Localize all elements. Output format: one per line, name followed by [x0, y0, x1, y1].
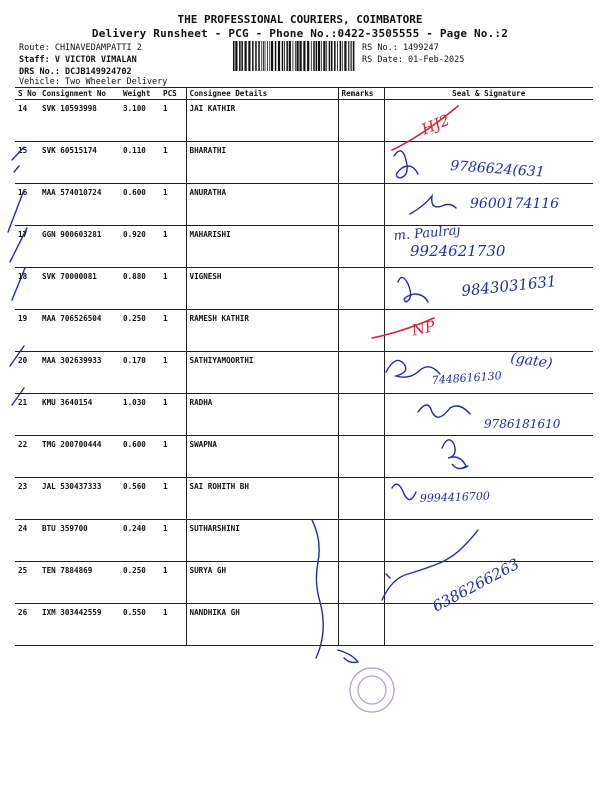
- pen-stroke: [386, 574, 390, 578]
- col-header-pcs: PCS: [160, 88, 186, 100]
- row-pcs: 1: [160, 352, 186, 394]
- signature-scribble: [394, 151, 418, 178]
- vehicle-label: Vehicle: Two Wheeler Delivery: [19, 77, 168, 87]
- row-pcs: 1: [160, 310, 186, 352]
- row-consignment-no: TMG 200700444: [39, 436, 120, 478]
- row-consignee: JAI KATHIR: [186, 100, 338, 142]
- red-note-row14: HJ2: [418, 110, 453, 139]
- note-row20: (gate): [509, 350, 554, 372]
- rs-number: RS No.: 1499247: [362, 43, 439, 53]
- row-consignee: SUTHARSHINI: [186, 520, 338, 562]
- row-weight: 0.600: [120, 436, 160, 478]
- phone-row18: 9843031631: [460, 272, 558, 300]
- row-weight: 0.550: [120, 604, 160, 646]
- row-pcs: 1: [160, 184, 186, 226]
- row-sno: 24: [15, 520, 39, 562]
- row-consignment-no: SVK 10593998: [39, 100, 120, 142]
- row-pcs: 1: [160, 394, 186, 436]
- row-consignee: RAMESH KATHIR: [186, 310, 338, 352]
- row-consignee: SATHIYAMOORTHI: [186, 352, 338, 394]
- row-weight: 0.110: [120, 142, 160, 184]
- row-sno: 21: [15, 394, 39, 436]
- row-consignment-no: KMU 3640154: [39, 394, 120, 436]
- row-weight: 0.240: [120, 520, 160, 562]
- row-pcs: 1: [160, 436, 186, 478]
- rs-date: RS Date: 01-Feb-2025: [362, 55, 465, 65]
- row-consignee: SWAPNA: [186, 436, 338, 478]
- row-weight: 0.600: [120, 184, 160, 226]
- tick-mark: [8, 190, 24, 232]
- row-consignment-no: GGN 900603281: [39, 226, 120, 268]
- company-name: THE PROFESSIONAL COURIERS, COIMBATORE: [177, 13, 423, 26]
- phone-row16: 9600174116: [470, 196, 560, 212]
- row-pcs: 1: [160, 520, 186, 562]
- signature-scribble: [418, 405, 470, 417]
- staff-label: Staff: V VICTOR VIMALAN: [19, 55, 137, 65]
- tick-mark: [12, 388, 24, 405]
- row-sno: 16: [15, 184, 39, 226]
- signature-scribble: [398, 277, 428, 302]
- row-consignee: RADHA: [186, 394, 338, 436]
- phone-row15: 9786624(631: [449, 158, 546, 181]
- row-consignee: SURYA GH: [186, 562, 338, 604]
- signature-scribble: [442, 440, 468, 469]
- row-consignment-no: MAA 574010724: [39, 184, 120, 226]
- tick-mark: [14, 166, 19, 172]
- row-weight: 0.250: [120, 562, 160, 604]
- name-row17: m. Paulraj: [393, 223, 462, 244]
- row-consignee: SAI ROHITH BH: [186, 478, 338, 520]
- phone-row23: 9994416700: [419, 489, 491, 505]
- row-pcs: 1: [160, 100, 186, 142]
- row-consignee: MAHARISHI: [186, 226, 338, 268]
- phone-row20: 7448616130: [431, 369, 503, 387]
- row-pcs: 1: [160, 478, 186, 520]
- row-pcs: 1: [160, 562, 186, 604]
- tick-mark: [12, 147, 24, 160]
- row-pcs: 1: [160, 268, 186, 310]
- row-sno: 18: [15, 268, 39, 310]
- row-consignee: NANDHIKA GH: [186, 604, 338, 646]
- phone-row25: 6386266263: [429, 554, 523, 616]
- row-consignment-no: TEN 7884869: [39, 562, 120, 604]
- row-sno: 14: [15, 100, 39, 142]
- pen-stroke: [338, 650, 358, 663]
- signature-scribble: [410, 196, 456, 214]
- tick-mark: [12, 268, 25, 300]
- row-pcs: 1: [160, 604, 186, 646]
- row-sno: 20: [15, 352, 39, 394]
- signature-scribble: [392, 484, 416, 499]
- row-consignment-no: BTU 359700: [39, 520, 120, 562]
- col-header-remarks: Remarks: [338, 88, 384, 100]
- stamp-mark: [358, 676, 386, 704]
- row-pcs: 1: [160, 226, 186, 268]
- row-consignee: BHARATHI: [186, 142, 338, 184]
- row-consignee: ANURATHA: [186, 184, 338, 226]
- col-header-seal: Seal & Signature: [384, 88, 593, 100]
- red-note-row19: NP: [410, 317, 437, 340]
- row-sno: 23: [15, 478, 39, 520]
- row-consignment-no: JAL 530437333: [39, 478, 120, 520]
- runsheet-title: Delivery Runsheet - PCG - Phone No.:0422-3505555 - Page No.:2: [91, 27, 509, 40]
- col-header-sno: S No: [15, 88, 39, 100]
- stamp-mark: [350, 668, 394, 712]
- row-consignment-no: IXM 303442559: [39, 604, 120, 646]
- drs-label: DRS No.: DCJB149924702: [19, 67, 132, 77]
- tick-mark: [10, 228, 27, 262]
- row-consignment-no: MAA 706526504: [39, 310, 120, 352]
- row-weight: 0.920: [120, 226, 160, 268]
- row-consignment-no: SVK 70000081: [39, 268, 120, 310]
- col-header-consignee: Consignee Details: [186, 88, 338, 100]
- row-weight: 0.560: [120, 478, 160, 520]
- row-pcs: 1: [160, 142, 186, 184]
- row-consignment-no: MAA 302639933: [39, 352, 120, 394]
- phone-row17: 9924621730: [410, 242, 506, 260]
- row-sno: 15: [15, 142, 39, 184]
- tick-mark: [10, 346, 24, 366]
- row-weight: 0.250: [120, 310, 160, 352]
- row-sno: 25: [15, 562, 39, 604]
- row-sno: 17: [15, 226, 39, 268]
- phone-row21: 9786181610: [484, 417, 561, 431]
- row-consignment-no: SVK 60515174: [39, 142, 120, 184]
- col-header-consignment: Consignment No: [39, 88, 120, 100]
- row-weight: 0.880: [120, 268, 160, 310]
- row-weight: 0.170: [120, 352, 160, 394]
- pen-stroke: [312, 520, 323, 658]
- row-sno: 26: [15, 604, 39, 646]
- row-sno: 19: [15, 310, 39, 352]
- row-weight: 3.100: [120, 100, 160, 142]
- col-header-weight: Weight: [120, 88, 160, 100]
- row-weight: 1.030: [120, 394, 160, 436]
- route-label: Route: CHINAVEDAMPATTI 2: [19, 43, 142, 53]
- row-consignee: VIGNESH: [186, 268, 338, 310]
- row-sno: 22: [15, 436, 39, 478]
